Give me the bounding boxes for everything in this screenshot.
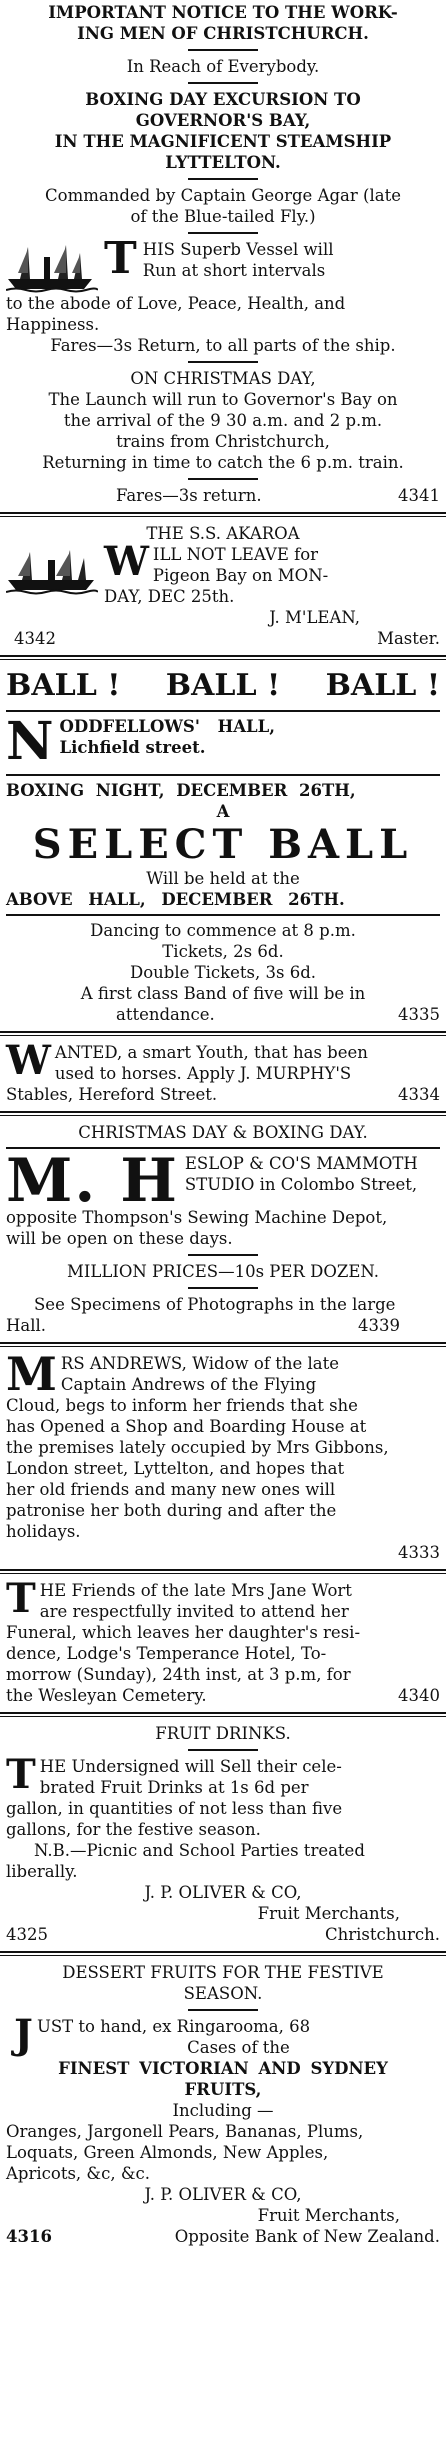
body-line: opposite Thompson's Sewing Machine Depot, bbox=[6, 1208, 388, 1227]
signature: Christchurch. bbox=[324, 1925, 440, 1944]
heading: FRUITS, bbox=[184, 2080, 262, 2099]
signature: J. P. OLIVER & CO, bbox=[144, 2185, 302, 2204]
body-line: to the abode of Love, Peace, Health, and bbox=[6, 294, 346, 313]
xmas-line: Returning in time to catch the 6 p.m. train. bbox=[42, 453, 404, 472]
body-line: Cases of the bbox=[187, 2038, 290, 2057]
column-rule bbox=[0, 1712, 446, 1717]
body-line: patronise her both during and after the bbox=[6, 1501, 337, 1520]
ad-title: DESSERT FRUITS FOR THE FESTIVE bbox=[62, 1963, 384, 1982]
subtitle: In Reach of Everybody. bbox=[126, 57, 320, 76]
signature: Fruit Merchants, bbox=[257, 2206, 400, 2225]
ad-number: 4316 bbox=[6, 2227, 52, 2246]
body-line: gallon, in quantities of not less than five bbox=[6, 1799, 343, 1818]
body-line: ESLOP & CO'S MAMMOTH bbox=[184, 1154, 418, 1173]
signature: Fruit Merchants, bbox=[257, 1904, 400, 1923]
hall-line: ODDFELLOWS' HALL, bbox=[59, 717, 275, 736]
date-line: BOXING NIGHT, DECEMBER 26TH, bbox=[6, 781, 356, 800]
number-row bbox=[6, 1004, 440, 1025]
select-ball-title: SELECT BALL bbox=[32, 821, 414, 868]
drop-cap: T bbox=[6, 1575, 36, 1622]
body-line: Loquats, Green Almonds, New Apples, bbox=[6, 2143, 329, 2162]
divider bbox=[188, 2009, 258, 2011]
body-line: her old friends and many new ones will bbox=[6, 1480, 336, 1499]
body-line: the premises lately occupied by Mrs Gibbons, bbox=[6, 1438, 389, 1457]
column-rule bbox=[0, 1569, 446, 1574]
role: Master. bbox=[377, 629, 440, 648]
number-row bbox=[6, 1084, 440, 1105]
body-line: Cloud, begs to inform her friends that she bbox=[6, 1396, 358, 1415]
body-line: HIS Superb Vessel will bbox=[142, 240, 334, 259]
excursion-ad bbox=[0, 0, 446, 506]
body-line: HE Friends of the late Mrs Jane Wort bbox=[39, 1581, 352, 1600]
fares-row bbox=[6, 485, 440, 506]
heading: LYTTELTON. bbox=[165, 153, 281, 172]
wanted-ad bbox=[0, 1037, 446, 1105]
body-line: RS ANDREWS, Widow of the late bbox=[60, 1354, 339, 1373]
divider bbox=[188, 82, 258, 84]
andrews-ad bbox=[0, 1347, 446, 1563]
body-line: Stables, Hereford Street. bbox=[6, 1085, 218, 1104]
number-row bbox=[6, 1685, 440, 1706]
body-line: will be open on these days. bbox=[6, 1229, 233, 1248]
article: A bbox=[216, 802, 230, 821]
body-line: Apricots, &c, &c. bbox=[6, 2164, 150, 2183]
body-line: UST to hand, ex Ringarooma, 68 bbox=[36, 2017, 311, 2036]
heading: BOXING DAY EXCURSION TO bbox=[85, 90, 361, 109]
ad-title: SEASON. bbox=[183, 1984, 263, 2003]
detail-line: Double Tickets, 3s 6d. bbox=[129, 963, 317, 982]
divider bbox=[6, 914, 440, 916]
signature: J. P. OLIVER & CO, bbox=[144, 1883, 302, 1902]
ad-number: 4341 bbox=[398, 486, 440, 505]
column-rule bbox=[0, 1111, 446, 1116]
ball-word: BALL ! bbox=[6, 668, 121, 703]
prices-line: MILLION PRICES—10s PER DOZEN. bbox=[67, 1262, 379, 1281]
body-line: See Specimens of Photographs in the large bbox=[34, 1295, 396, 1314]
steamship-icon bbox=[6, 243, 98, 293]
ad-number: 4335 bbox=[398, 1005, 440, 1024]
number-row bbox=[6, 1924, 440, 1945]
divider bbox=[6, 774, 440, 776]
body-line: Happiness. bbox=[6, 315, 100, 334]
body-line: are respectfully invited to attend her bbox=[39, 1602, 349, 1621]
xmas-heading: ON CHRISTMAS DAY, bbox=[130, 369, 316, 388]
drop-cap: M. H bbox=[6, 1146, 179, 1216]
body-line: Pigeon Bay on MON- bbox=[152, 566, 329, 585]
number-row bbox=[6, 2226, 440, 2247]
heading: FINEST VICTORIAN AND SYDNEY bbox=[58, 2059, 388, 2078]
fruit-drinks-ad bbox=[0, 1723, 446, 1945]
body-line: gallons, for the festive season. bbox=[6, 1820, 261, 1839]
body-line: London street, Lyttelton, and hopes that bbox=[6, 1459, 345, 1478]
fares: Fares—3s Return, to all parts of the ship. bbox=[50, 336, 396, 355]
drop-cap: T bbox=[6, 1751, 36, 1798]
ad-title: ING MEN OF CHRISTCHURCH. bbox=[77, 24, 369, 43]
ad-number: 4325 bbox=[6, 1925, 48, 1944]
hall-line: Lichfield street. bbox=[59, 738, 206, 757]
column-rule bbox=[0, 512, 446, 517]
ad-number: 4340 bbox=[398, 1686, 440, 1705]
body-line: liberally. bbox=[6, 1862, 78, 1881]
drop-cap: T bbox=[104, 233, 137, 284]
heading: IN THE MAGNIFICENT STEAMSHIP bbox=[54, 132, 392, 151]
body-line: Captain Andrews of the Flying bbox=[60, 1375, 317, 1394]
drop-cap: J bbox=[14, 2011, 33, 2058]
ad-title: FRUIT DRINKS. bbox=[155, 1724, 291, 1743]
body-line: ILL NOT LEAVE for bbox=[152, 545, 319, 564]
signature: J. M'LEAN, bbox=[269, 608, 360, 627]
divider bbox=[188, 478, 258, 480]
column-rule bbox=[0, 655, 446, 660]
body-line: brated Fruit Drinks at 1s 6d per bbox=[39, 1778, 309, 1797]
xmas-line: the arrival of the 9 30 a.m. and 2 p.m. bbox=[63, 411, 383, 430]
body-line: holidays. bbox=[6, 1522, 81, 1541]
steamship-icon bbox=[6, 548, 98, 596]
body-line: ANTED, a smart Youth, that has been bbox=[54, 1043, 368, 1062]
captain-line: of the Blue-tailed Fly.) bbox=[130, 207, 316, 226]
ball-ad bbox=[0, 666, 446, 1025]
divider bbox=[188, 1749, 258, 1751]
signature: Opposite Bank of New Zealand. bbox=[174, 2227, 440, 2246]
body-line: STUDIO in Colombo Street, bbox=[184, 1175, 418, 1194]
ad-number: 4333 bbox=[398, 1543, 440, 1562]
body-line: Run at short intervals bbox=[142, 261, 326, 280]
detail-line: Dancing to commence at 8 p.m. bbox=[90, 921, 356, 940]
ad-title: THE S.S. AKAROA bbox=[146, 524, 300, 543]
ball-word: BALL ! bbox=[165, 668, 281, 703]
xmas-line: The Launch will run to Governor's Bay on bbox=[48, 390, 398, 409]
body-line: dence, Lodge's Temperance Hotel, To- bbox=[6, 1644, 327, 1663]
column-rule bbox=[0, 1031, 446, 1036]
ad-body bbox=[6, 538, 440, 607]
dessert-fruits-ad bbox=[0, 1962, 446, 2247]
body-line: Funeral, which leaves her daughter's resi- bbox=[6, 1623, 361, 1642]
body-line: has Opened a Shop and Boarding House at bbox=[6, 1417, 367, 1436]
ad-number: 4339 bbox=[358, 1316, 400, 1335]
detail-line: A first class Band of five will be in bbox=[80, 984, 366, 1003]
column-rule bbox=[0, 1342, 446, 1347]
date-line: ABOVE HALL, DECEMBER 26TH. bbox=[6, 890, 345, 909]
body-line: morrow (Sunday), 24th inst, at 3 p.m, for bbox=[6, 1665, 351, 1684]
drop-cap: W bbox=[104, 538, 149, 585]
ad-body bbox=[6, 233, 440, 335]
divider bbox=[188, 1287, 258, 1289]
detail-line: attendance. bbox=[116, 1005, 215, 1024]
ad-number: 4334 bbox=[398, 1085, 440, 1104]
number-row bbox=[6, 628, 440, 649]
divider bbox=[188, 178, 258, 180]
heading: GOVERNOR'S BAY, bbox=[135, 111, 311, 130]
xmas-line: trains from Christchurch, bbox=[116, 432, 330, 451]
body-line: DAY, DEC 25th. bbox=[104, 587, 235, 606]
body-line: Including — bbox=[172, 2101, 274, 2120]
ball-banner bbox=[6, 666, 440, 706]
ad-title: CHRISTMAS DAY & BOXING DAY. bbox=[78, 1123, 368, 1142]
body-line: HE Undersigned will Sell their cele- bbox=[39, 1757, 342, 1776]
divider bbox=[188, 361, 258, 363]
ad-body bbox=[6, 1146, 440, 1216]
drop-cap: N bbox=[6, 711, 54, 772]
held-line: Will be held at the bbox=[146, 869, 300, 888]
body-line: Oranges, Jargonell Pears, Bananas, Plums, bbox=[6, 2122, 364, 2141]
funeral-notice bbox=[0, 1575, 446, 1706]
heslop-studio-ad bbox=[0, 1122, 446, 1336]
drop-cap: M bbox=[6, 1347, 57, 1401]
body-line: used to horses. Apply J. MURPHY'S bbox=[54, 1064, 352, 1083]
drop-cap: W bbox=[6, 1037, 51, 1084]
divider bbox=[6, 710, 440, 712]
fares-return: Fares—3s return. bbox=[116, 486, 262, 505]
body-line: the Wesleyan Cemetery. bbox=[6, 1686, 207, 1705]
divider bbox=[188, 232, 258, 234]
body-line: Hall. bbox=[6, 1316, 47, 1335]
akaroa-notice bbox=[0, 523, 446, 649]
captain-line: Commanded by Captain George Agar (late bbox=[45, 186, 401, 205]
body-line: N.B.—Picnic and School Parties treated bbox=[34, 1841, 365, 1860]
divider bbox=[188, 1254, 258, 1256]
column-rule bbox=[0, 1951, 446, 1956]
divider bbox=[188, 49, 258, 51]
ad-title: IMPORTANT NOTICE TO THE WORK- bbox=[48, 3, 398, 22]
ad-number: 4342 bbox=[14, 629, 56, 648]
ad-body bbox=[6, 711, 440, 772]
detail-line: Tickets, 2s 6d. bbox=[162, 942, 284, 961]
number-row bbox=[6, 1315, 440, 1336]
ball-word: BALL ! bbox=[325, 668, 440, 703]
